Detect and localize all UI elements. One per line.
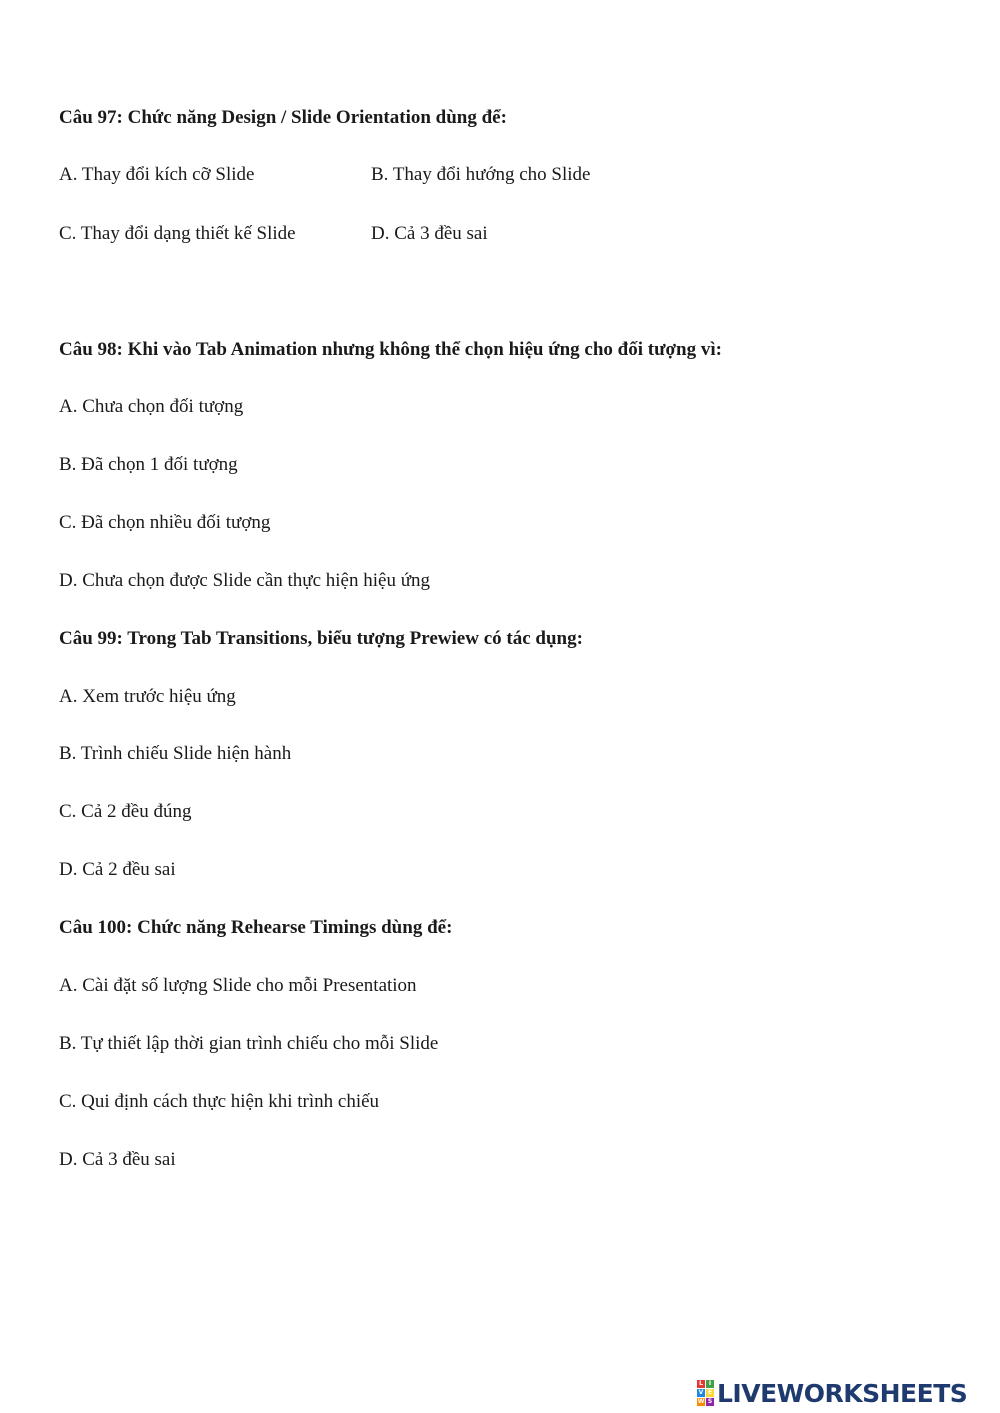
liveworksheets-logo: [697, 1378, 967, 1408]
question-98-option-d[interactable]: D. Chưa chọn được Slide cần thực hiện hiệu ứng: [59, 570, 430, 591]
question-97-option-a[interactable]: A. Thay đổi kích cỡ Slide: [59, 164, 255, 185]
question-99-option-c[interactable]: C. Cả 2 đều đúng: [59, 801, 192, 822]
logo-tile: V: [698, 1389, 704, 1396]
logo-tile: L: [697, 1380, 705, 1388]
question-97-option-b[interactable]: B. Thay đổi hướng cho Slide: [371, 164, 591, 185]
question-99-option-b[interactable]: B. Trình chiếu Slide hiện hành: [59, 743, 292, 764]
question-98-option-c[interactable]: C. Đã chọn nhiều đối tượng: [59, 512, 271, 533]
logo-tile: W: [697, 1398, 705, 1405]
liveworksheets-logo-text: LIVEWORKSHEETS: [717, 1378, 968, 1408]
question-97-option-c[interactable]: C. Thay đổi dạng thiết kế Slide: [59, 223, 296, 244]
question-98-title: Câu 98: Khi vào Tab Animation nhưng không thể chọn hiệu ứng cho đối tượng vì:: [59, 339, 722, 360]
logo-tile: E: [707, 1389, 713, 1396]
question-100-option-a[interactable]: A. Cài đặt số lượng Slide cho mỗi Presentation: [59, 975, 417, 996]
question-98-option-b[interactable]: B. Đã chọn 1 đối tượng: [59, 454, 238, 475]
question-97-title: Câu 97: Chức năng Design / Slide Orientation dùng để:: [59, 107, 507, 128]
question-99-title: Câu 99: Trong Tab Transitions, biểu tượng Prewiew có tác dụng:: [59, 628, 583, 649]
question-99-option-d[interactable]: D. Cả 2 đều sai: [59, 859, 176, 880]
question-98-option-a[interactable]: A. Chưa chọn đối tượng: [59, 396, 244, 417]
logo-tile: I: [706, 1380, 714, 1388]
question-100-title: Câu 100: Chức năng Rehearse Timings dùng để:: [59, 917, 453, 938]
question-100-option-b[interactable]: B. Tự thiết lập thời gian trình chiếu cho mỗi Slide: [59, 1033, 439, 1054]
liveworksheets-logo-icon: [697, 1380, 714, 1406]
question-100-option-d[interactable]: D. Cả 3 đều sai: [59, 1149, 176, 1170]
question-97-option-d[interactable]: D. Cả 3 đều sai: [371, 223, 488, 244]
logo-tile: S: [707, 1398, 713, 1405]
question-100-option-c[interactable]: C. Qui định cách thực hiện khi trình chiếu: [59, 1091, 380, 1112]
question-99-option-a[interactable]: A. Xem trước hiệu ứng: [59, 686, 236, 707]
